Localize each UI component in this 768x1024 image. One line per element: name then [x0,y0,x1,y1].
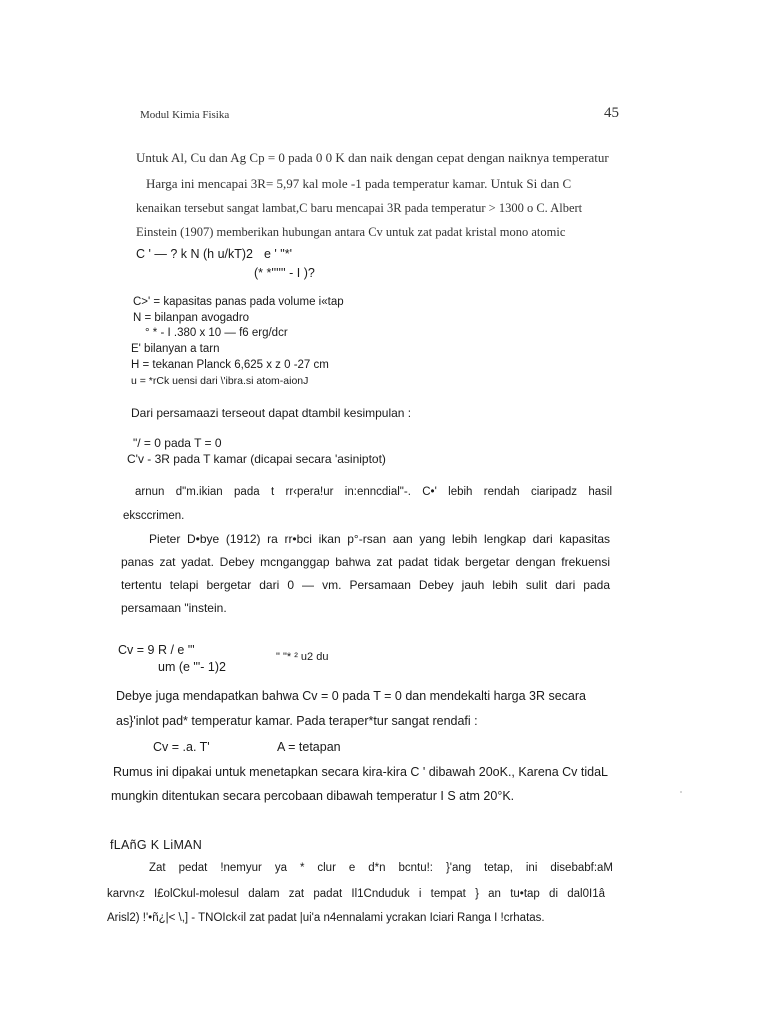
text-line: arnun d"m.ikian pada t rr‹pera!ur in:enncdial"-. C•' lebih rendah ciaripadz hasil [135,486,612,498]
equation-main: C ' — ? k N (h u/kT)2 [136,247,253,261]
definition-item: N = bilanpan avogadro [133,312,250,324]
equation-denominator: um (e "'- 1)2 [158,660,226,674]
scan-speck [680,791,682,793]
definition-item: H = tekanan Planck 6,625 x z 0 -27 cm [131,359,329,371]
definition-item: C>' = kapasitas panas pada volume i«tap [133,296,344,308]
module-title: Modul Kimia Fisika [140,109,230,121]
formula-right: A = tetapan [277,740,341,754]
conclusion-intro: Dari persamaazi terseout dapat dtambil kesimpulan : [131,406,412,420]
equation-main: Cv = 9 R / e "' [118,643,195,657]
section-title: fLAñG K LiMAN [110,838,203,852]
text-line: Arisl2) !'•ñ¿|< \,] - TNOIck‹il zat padat |ui'a n4ennalami ycrakan Iciari Ranga I !crhatas. [107,912,545,924]
text-line: Harga ini mencapai 3R= 5,97 kal mole -1 pada temperatur kamar. Untuk Si dan C [146,176,572,191]
definition-item: u = *rCk uensi dari \'ibra.si atom-aionJ [131,375,309,387]
text-line: eksccrimen. [123,510,185,522]
formula-left: Cv = .a. T' [153,740,210,754]
conclusion-item: C'v - 3R pada T kamar (dicapai secara 'asiniptot) [127,452,386,466]
text-line: as}'inlot pad* temperatur kamar. Pada teraper*tur sangat rendafi : [116,714,478,728]
conclusion-item: "/ = 0 pada T = 0 [133,436,222,450]
text-line: Rumus ini dipakai untuk menetapkan secara kira-kira C ' dibawah 20oK., Karena Cv tidaL [113,765,609,779]
text-line: panas zat yadat. Debey mcnganggap bahwa zat padat tidak bergetar dengan frekuensi [121,555,610,569]
text-line: Zat pedat !nemyur ya * clur e d*n bcntu!: }'ang tetap, ini disebabf:aM [149,862,613,874]
equation-exponent: e ' "*' [264,247,292,261]
definition-item: ° * - I .380 x 10 — f6 erg/dcr [145,327,288,339]
page-number: 45 [604,105,619,121]
text-line: Einstein (1907) memberikan hubungan antara Cv untuk zat padat kristal mono atomic [136,225,566,239]
text-line: Pieter D•bye (1912) ra rr•bci ikan p°-rsan aan yang lebih lengkap dari kapasitas [149,532,610,546]
text-line: persamaan "instein. [121,601,227,615]
equation-denominator: (* *'''''' - I )? [254,266,315,280]
text-line: tertentu telapi bergetar dari 0 — vm. Persamaan Debey jauh lebih sulit dari pada [121,578,610,592]
text-line: kenaikan tersebut sangat lambat,C baru mencapai 3R pada temperatur > 1300 o C. Albert [136,201,583,215]
text-line: mungkin ditentukan secara percobaan dibawah temperatur I S atm 20°K. [111,789,515,803]
text-line: Debye juga mendapatkan bahwa Cv = 0 pada T = 0 dan mendekalti harga 3R secara [116,689,586,703]
equation-integrand: " "* ² u2 du [276,651,329,663]
definition-item: E' bilanyan a tarn [131,343,220,355]
text-line: karvn‹z I£olCkul-molesul dalam zat padat Il1Cnduduk i tempat } an tu•tap di dal0I1â [107,888,605,900]
text-line: Untuk Al, Cu dan Ag Cp = 0 pada 0 0 K dan naik dengan cepat dengan naiknya temperatur [136,150,609,165]
